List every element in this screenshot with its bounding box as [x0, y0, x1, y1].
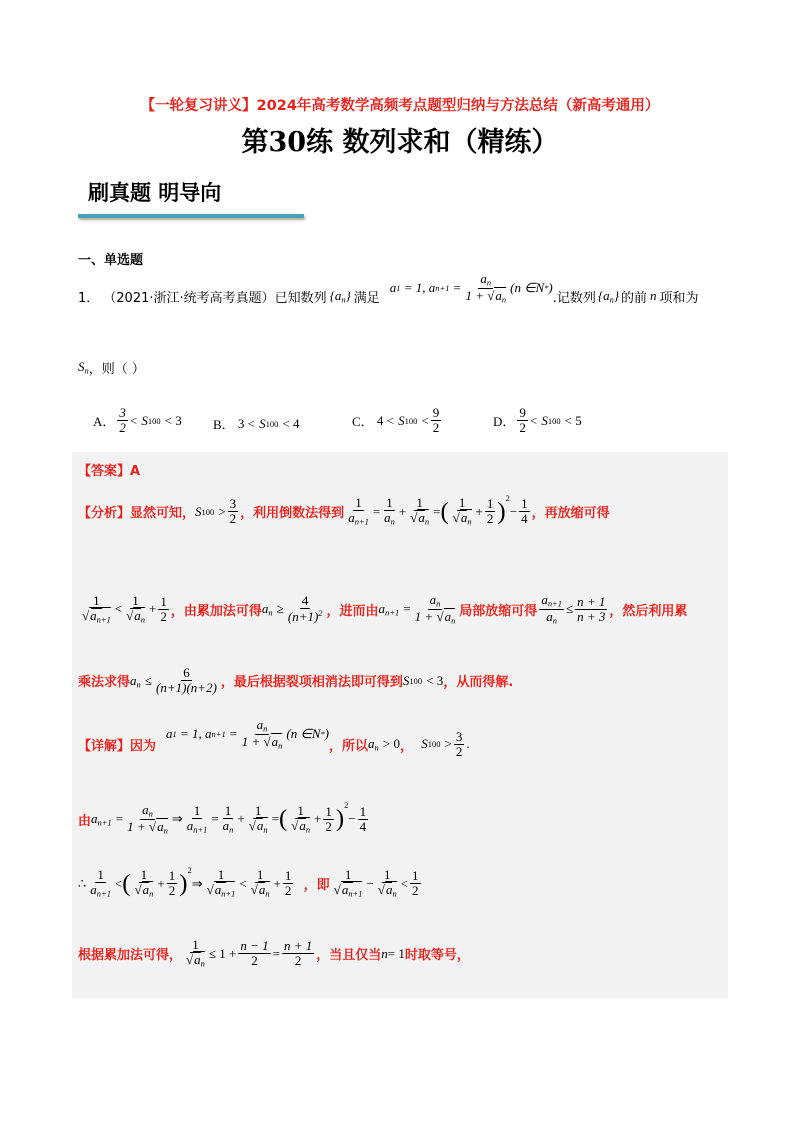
seq-an: $\{a_n\}$ — [329, 288, 351, 305]
section-heading: 一、单选题 — [78, 253, 144, 268]
detail-line-3: ∴ $\frac{1}{a_{n+1}}$ < ( $\frac{1}{√a_n}$ + $\frac{1}{2}$ ) 2 ⇒ $\frac{1}{√a_{n+1}}$ < $\frac{1}{√a_n}$ + $\frac{1}{2}$ ，即 $\frac{1}{√a_{n+1}}$ − $\frac{1}{√a_n}$ < $\frac{1}{2}$ — [78, 864, 419, 899]
analysis-line-2: $\frac{1}{√a_{n+1}}$ < $\frac{1}{√a_n}$ + $\frac{1}{2}$ ，由累加法可得 $a_n$ ≥ $\frac{4}{(n+1)^2}$ ，进而由 $a_{n+1}$ = $\frac{a_n}{1 + √a_n}$ 局部放缩可得 $\frac{a_{n+1}}{a_n}$ ≤ $\frac{n + 1}{n + 3}$ ，然后利用累 — [82, 592, 688, 626]
recurrence-formula: a 1 = 1, a n+1 = $\frac{a_n}{1 + √a_n}$ ( n ∈ N * ) — [389, 271, 553, 305]
question-stem: 1． （2021·浙江·统考高考真题）已知数列 $\{a_n\}$ 满足 a 1 = 1, a n+1 = $\frac{a_n}{1 + √a_n}$ ( n ∈ N * ) .记数列 $\{a_n\}$ 的前 n 项和为 — [78, 271, 699, 306]
analysis-line-3: 乘法求得 $a_n$ ≤ $\frac{6}{(n+1)(n+2)}$ ，最后根据裂项相消法即可得到 S 100 < 3 ，从而得解. — [78, 665, 514, 696]
page-title: 第30练 数列求和（精练） — [241, 127, 559, 158]
detail-line-4: 根据累加法可得， $\frac{1}{√a_n}$ ≤ 1 + $\frac{n - 1}{2}$ = $\frac{n + 1}{2}$ ，当且仅当 n = 1 时取等号， — [78, 937, 470, 969]
question-source: （2021·浙江·统考高考真题）已知数列 — [103, 290, 327, 306]
option-d[interactable]: D． $\frac{9}{2}$ < S 100 < 5 — [493, 405, 582, 436]
option-b[interactable]: B． 3 < S 100 < 4 — [213, 415, 300, 432]
series-title: 【一轮复习讲义】2024年高考数学高频考点题型归纳与方法总结（新高考通用） — [140, 98, 660, 114]
answer-line: 【答案】A — [78, 464, 141, 479]
banner-underline — [78, 214, 304, 218]
analysis-line-1: 【分析】 显然可知， S 100 > $\frac{3}{2}$ ，利用倒数法得到 $\frac{1}{a_{n+1}}$ = $\frac{1}{a_n}$ + $\frac{1}{√a_n}$ = ( $\frac{1}{√a_n}$ + $\frac{1}{2}$ ) 2 − $\frac{1}{4}$ ，再放缩可得 — [78, 492, 610, 527]
option-a[interactable]: A． $\frac{3}{2}$ < S 100 < 3 — [93, 405, 182, 436]
detail-line-2: 由 $a_{n+1}$ = $\frac{a_n}{1 + √a_n}$ ⇒ $\frac{1}{a_{n+1}}$ = $\frac{1}{a_n}$ + $\frac{1}{√a_n}$ = ( $\frac{1}{√a_n}$ + $\frac{1}{2}$ ) 2 − $\frac{1}{4}$ — [78, 800, 367, 836]
question-tail: $S_n$ ，则（ ） — [78, 359, 145, 377]
detail-line-1: 【详解】 因为 a 1 = 1, a n+1 = $\frac{a_n}{1 + √a_n}$ ( n ∈ N * ) ，所以 $a_n$ > 0 ， S 100 > $\frac{3}{2}$ . — [78, 717, 470, 759]
section-banner: 刷真题 明导向 — [88, 180, 222, 205]
question-number: 1． — [78, 290, 100, 306]
option-c[interactable]: C． 4 < S 100 < $\frac{9}{2}$ — [352, 405, 440, 436]
